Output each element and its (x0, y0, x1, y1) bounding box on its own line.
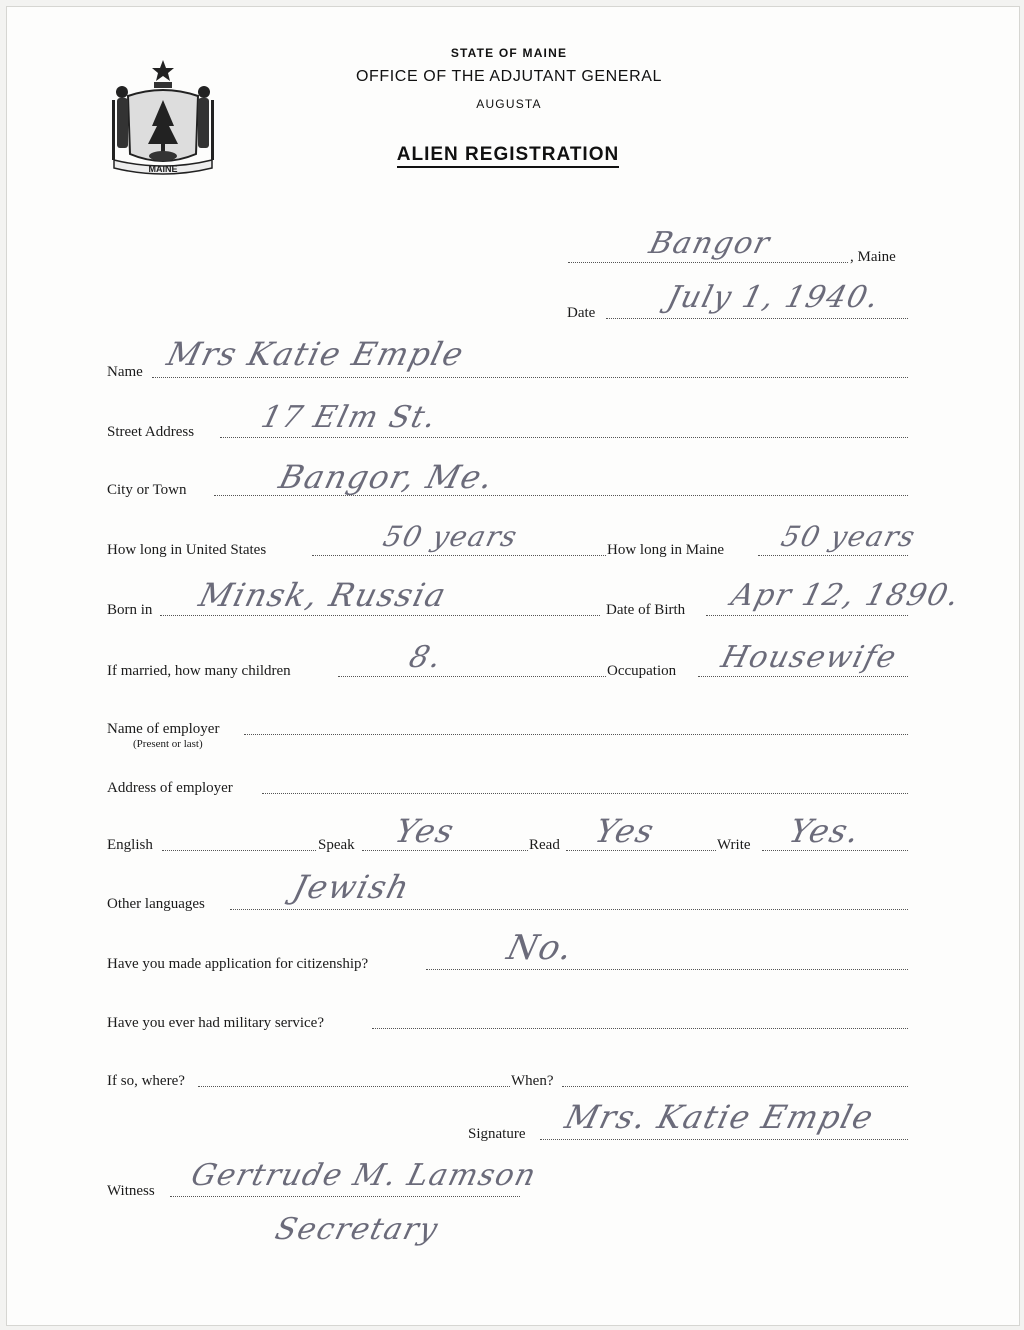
occupation-value[interactable]: Housewife (717, 640, 901, 675)
signature-label: Signature (468, 1126, 526, 1142)
seal-banner: MAINE (148, 164, 178, 174)
speak-value[interactable]: Yes (391, 812, 459, 850)
name-label: Name (107, 364, 143, 380)
military-label: Have you ever had military service? (107, 1015, 324, 1031)
employer-address-line[interactable] (262, 793, 908, 794)
years-me-value[interactable]: 50 years (777, 520, 920, 553)
header-state: STATE OF MAINE (450, 46, 568, 60)
read-line (566, 850, 716, 851)
city-label: City or Town (107, 482, 187, 498)
write-value[interactable]: Yes. (785, 812, 865, 850)
children-label: If married, how many children (107, 663, 291, 679)
dob-value[interactable]: Apr 12, 1890. (727, 578, 964, 613)
born-line (160, 615, 600, 616)
witness-value[interactable]: Gertrude M. Lamson (187, 1158, 541, 1193)
where-label: If so, where? (107, 1073, 185, 1089)
signature-line (540, 1139, 908, 1140)
witness-label: Witness (107, 1183, 155, 1199)
date-label: Date (567, 305, 596, 321)
english-line (162, 850, 316, 851)
place-value[interactable]: Bangor (645, 226, 775, 261)
years-me-line (758, 555, 908, 556)
speak-label: Speak (318, 837, 355, 853)
witness-title: Secretary (271, 1212, 443, 1247)
years-us-line (312, 555, 606, 556)
military-line[interactable] (372, 1028, 908, 1029)
place-label: , Maine (850, 249, 896, 265)
employer-line[interactable] (244, 734, 908, 735)
header-office: OFFICE OF THE ADJUTANT GENERAL (355, 68, 663, 85)
dob-line (706, 615, 908, 616)
occupation-line (698, 676, 908, 677)
read-label: Read (529, 837, 560, 853)
street-line (220, 437, 908, 438)
born-label: Born in (107, 602, 153, 618)
date-value[interactable]: July 1, 1940. (663, 280, 884, 315)
years-me-label: How long in Maine (607, 542, 725, 558)
citizenship-value[interactable]: No. (503, 928, 578, 968)
citizenship-label: Have you made application for citizenship? (107, 956, 369, 972)
speak-line (362, 850, 528, 851)
city-value[interactable]: Bangor, Me. (275, 458, 499, 496)
children-value[interactable]: 8. (405, 640, 446, 675)
other-languages-line (230, 909, 908, 910)
children-line (338, 676, 606, 677)
citizenship-line (426, 969, 908, 970)
date-line (606, 318, 908, 319)
when-label: When? (511, 1073, 554, 1089)
employer-label: Name of employer (107, 721, 220, 737)
street-value[interactable]: 17 Elm St. (257, 400, 441, 435)
dob-label: Date of Birth (606, 602, 686, 618)
english-label: English (107, 837, 153, 853)
years-us-label: How long in United States (107, 542, 267, 558)
read-value[interactable]: Yes (591, 812, 659, 850)
occupation-label: Occupation (607, 663, 677, 679)
employer-sublabel: (Present or last) (133, 738, 203, 750)
employer-address-label: Address of employer (107, 780, 233, 796)
years-us-value[interactable]: 50 years (379, 520, 522, 553)
signature-value[interactable]: Mrs. Katie Emple (561, 1098, 879, 1136)
write-line (762, 850, 908, 851)
where-line[interactable] (198, 1086, 510, 1087)
name-line (152, 377, 908, 378)
when-line[interactable] (562, 1086, 908, 1087)
place-line (568, 262, 848, 263)
street-label: Street Address (107, 424, 195, 440)
witness-line (170, 1196, 520, 1197)
name-value[interactable]: Mrs Katie Emple (163, 335, 469, 373)
form-title-text: ALIEN REGISTRATION (397, 144, 619, 168)
other-languages-label: Other languages (107, 896, 205, 912)
form-title (0, 144, 1020, 166)
born-value[interactable]: Minsk, Russia (195, 576, 451, 614)
write-label: Write (717, 837, 751, 853)
other-languages-value[interactable]: Jewish (289, 868, 415, 906)
header-city: AUGUSTA (476, 97, 542, 111)
